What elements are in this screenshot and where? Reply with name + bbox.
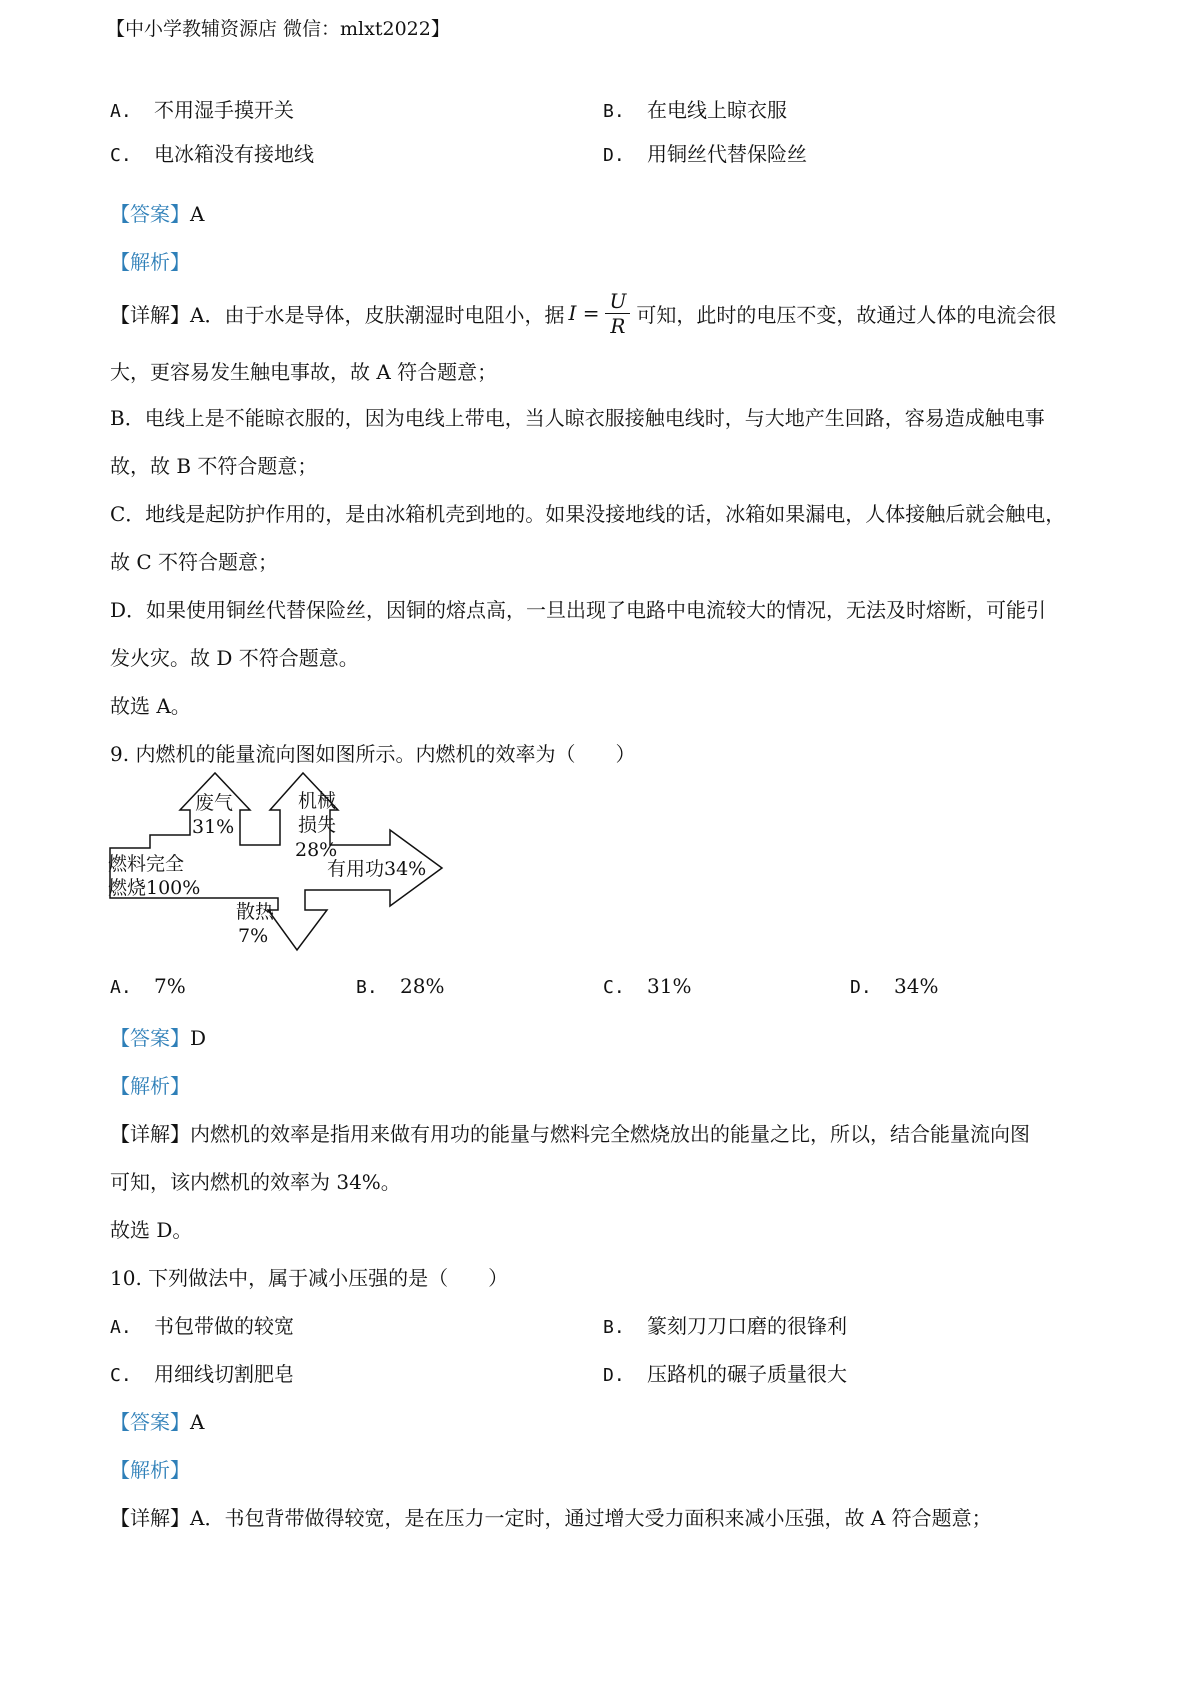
detail-tag: 【详解】	[110, 1506, 190, 1530]
option-text: 34%	[894, 974, 939, 998]
detail-text: 可知，此时的电压不变，故通过人体的电流会很	[636, 302, 1057, 327]
q10-option-d	[603, 1358, 847, 1387]
energy-flow-diagram	[100, 770, 500, 970]
formula-denominator: R	[610, 313, 626, 338]
option-text: 电冰箱没有接地线	[154, 142, 314, 166]
q10-analysis-tag: 【解析】	[110, 1458, 190, 1482]
option-text: 用细线切割肥皂	[154, 1362, 294, 1386]
detail-tag: 【详解】	[110, 1122, 190, 1146]
fuel-value: 燃烧100%	[108, 877, 201, 899]
option-label: B.	[356, 977, 378, 998]
option-label: C.	[110, 145, 132, 166]
option-text: 用铜丝代替保险丝	[647, 142, 807, 166]
useful-work-label: 有用功34%	[327, 858, 427, 880]
heat-label: 散热	[236, 901, 275, 923]
detail-text: 内燃机的效率是指用来做有用功的能量与燃料完全燃烧放出的能量之比，所以，结合能量流向图	[190, 1122, 1030, 1146]
answer-value: A	[190, 1410, 205, 1434]
option-label: A.	[110, 1317, 132, 1338]
option-label: B.	[603, 101, 625, 122]
q8-analysis-tag: 【解析】	[110, 250, 190, 274]
q8-detail-a-line1	[110, 288, 1056, 338]
q8-detail-b-line2: 故，故 B 不符合题意；	[110, 454, 318, 478]
q9-question: 9. 内燃机的能量流向图如图所示。内燃机的效率为（ ）	[110, 742, 636, 766]
option-text: 不用湿手摸开关	[154, 98, 294, 122]
q8-option-b	[603, 94, 787, 123]
option-text: 31%	[647, 974, 692, 998]
mechanical-label-2: 损失	[298, 814, 337, 836]
option-label: C.	[110, 1365, 132, 1386]
q8-detail-b-line1: B．电线上是不能晾衣服的，因为电线上带电，当人晾衣服接触电线时，与大地产生回路，容易造成触电事	[110, 406, 1045, 430]
q8-option-c	[110, 138, 314, 167]
detail-text: A．书包背带做得较宽，是在压力一定时，通过增大受力面积来减小压强，故 A 符合题意；	[190, 1506, 992, 1530]
formula-lhs: I =	[568, 301, 600, 325]
page-header: 【中小学教辅资源店 微信：mlxt2022】	[106, 18, 450, 40]
answer-value: A	[190, 202, 205, 226]
option-text: 7%	[154, 974, 186, 998]
mechanical-label: 机械	[298, 790, 337, 812]
q10-option-b	[603, 1310, 847, 1339]
q8-answer	[110, 198, 204, 227]
option-text: 篆刻刀刀口磨的很锋利	[647, 1314, 847, 1338]
answer-tag: 【答案】	[110, 1026, 190, 1050]
q8-detail-c-line2: 故 C 不符合题意；	[110, 550, 279, 574]
option-label: A.	[110, 977, 132, 998]
q10-detail-a	[110, 1502, 992, 1531]
q9-option-a	[110, 974, 186, 998]
q8-detail-d-line2: 发火灾。故 D 不符合题意。	[110, 646, 359, 670]
option-label: D.	[603, 145, 625, 166]
q9-conclusion: 故选 D。	[110, 1218, 193, 1242]
heat-value: 7%	[238, 925, 269, 947]
detail-tag: 【详解】	[110, 302, 190, 327]
q9-detail-line2: 可知，该内燃机的效率为 34%。	[110, 1170, 401, 1194]
option-label: D.	[850, 977, 872, 998]
option-label: B.	[603, 1317, 625, 1338]
q9-answer	[110, 1022, 206, 1051]
answer-value: D	[190, 1026, 207, 1050]
answer-tag: 【答案】	[110, 1410, 190, 1434]
fuel-label: 燃料完全	[108, 853, 185, 875]
q8-conclusion: 故选 A。	[110, 694, 191, 718]
q8-detail-a-line2: 大，更容易发生触电事故，故 A 符合题意；	[110, 360, 498, 384]
q9-analysis-tag: 【解析】	[110, 1074, 190, 1098]
q8-detail-d-line1: D．如果使用铜丝代替保险丝，因铜的熔点高，一旦出现了电路中电流较大的情况，无法及时熔断，可能引	[110, 598, 1047, 622]
option-text: 28%	[400, 974, 445, 998]
q9-option-d	[850, 974, 938, 998]
option-label: A.	[110, 101, 132, 122]
option-text: 在电线上晾衣服	[647, 98, 787, 122]
q10-answer	[110, 1406, 204, 1435]
option-label: D.	[603, 1365, 625, 1386]
q8-detail-c-line1: C．地线是起防护作用的，是由冰箱机壳到地的。如果没接地线的话，冰箱如果漏电，人体接触后就会触电，	[110, 502, 1066, 526]
q9-detail-line1	[110, 1118, 1030, 1147]
q8-option-d	[603, 138, 807, 167]
option-text: 压路机的碾子质量很大	[647, 1362, 847, 1386]
option-text: 书包带做的较宽	[154, 1314, 294, 1338]
exhaust-label: 废气	[195, 792, 234, 814]
q9-option-b	[356, 974, 444, 998]
q10-option-a	[110, 1310, 294, 1339]
mechanical-value: 28%	[295, 839, 338, 861]
q10-question: 10. 下列做法中，属于减小压强的是（ ）	[110, 1266, 509, 1290]
detail-text: A．由于水是导体，皮肤潮湿时电阻小，据	[190, 302, 565, 327]
formula-fraction	[605, 289, 630, 338]
formula-numerator: U	[605, 289, 630, 314]
exhaust-value: 31%	[192, 816, 235, 838]
option-label: C.	[603, 977, 625, 998]
q8-option-a	[110, 94, 294, 123]
answer-tag: 【答案】	[110, 202, 190, 226]
q9-option-c	[603, 974, 691, 998]
q10-option-c	[110, 1358, 294, 1387]
